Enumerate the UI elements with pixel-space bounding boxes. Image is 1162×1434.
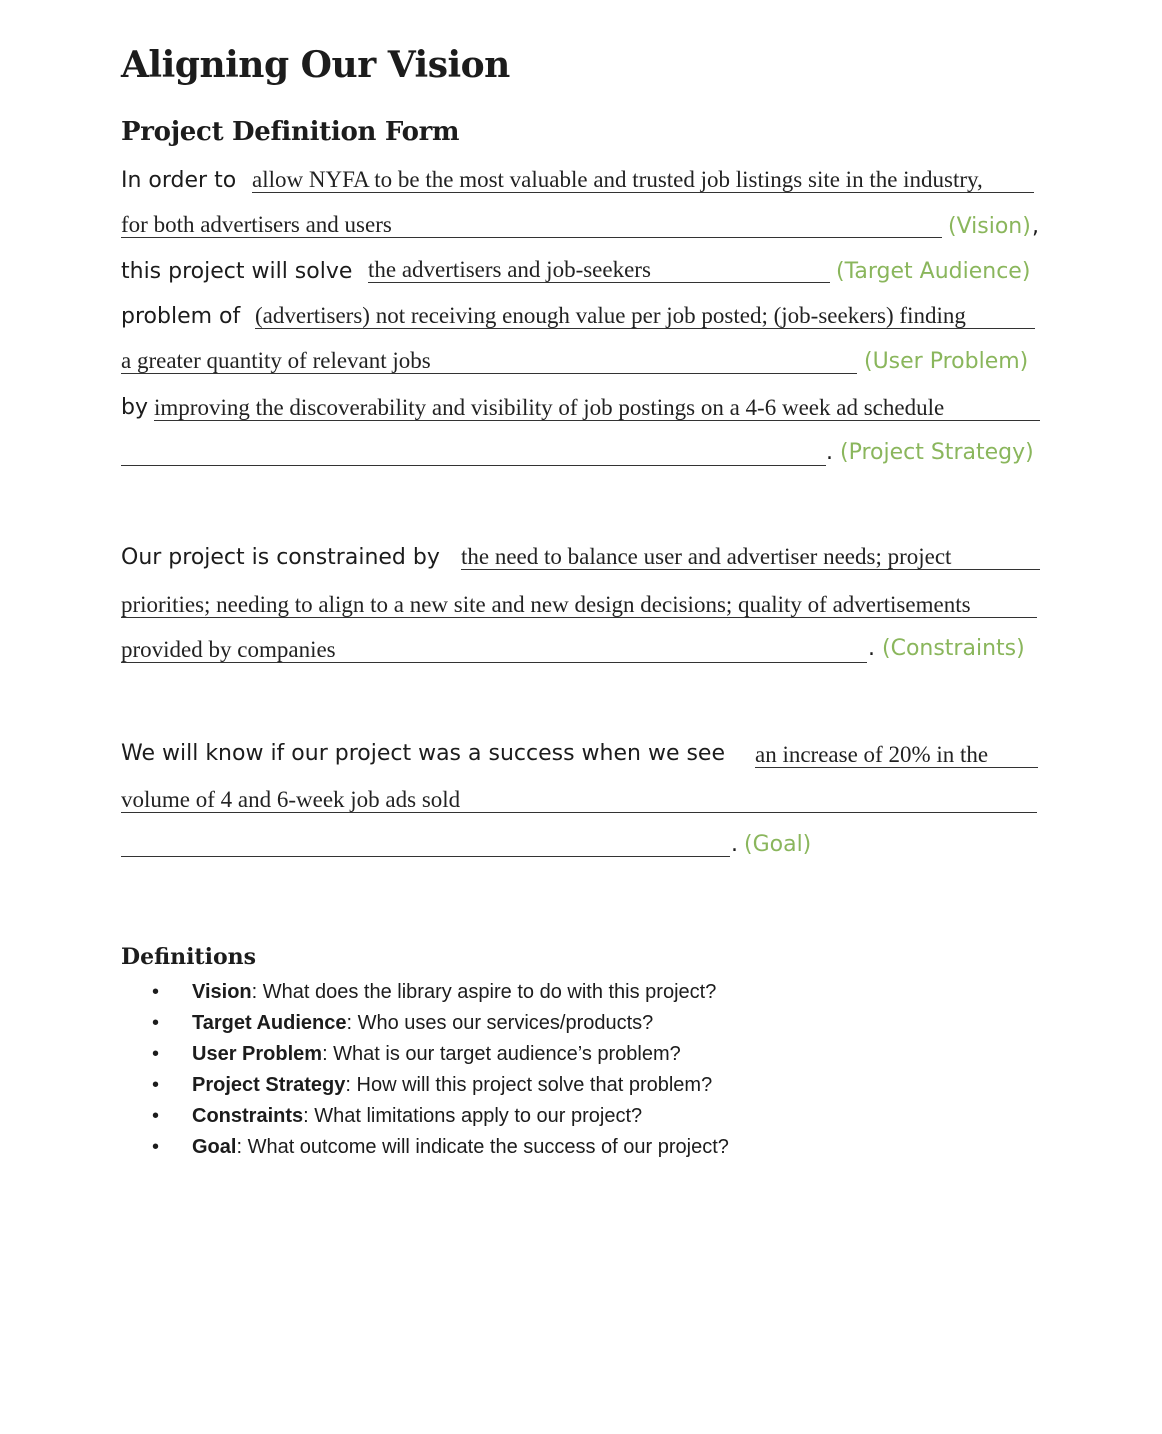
definition-item-goal	[152, 1133, 729, 1164]
goal-field-line-3[interactable]	[121, 832, 730, 857]
vision-field-line-1[interactable]: allow NYFA to be the most valuable and trusted job listings site in the industry,	[252, 168, 1034, 193]
strategy-lead: by	[121, 395, 148, 420]
strategy-tag: (Project Strategy)	[840, 440, 1034, 465]
constraints-lead: Our project is constrained by	[121, 545, 440, 570]
definition-item-user-problem	[152, 1040, 729, 1071]
definition-term: Goal	[192, 1136, 237, 1158]
vision-comma: ,	[1032, 214, 1039, 239]
constraints-field-line-3[interactable]: provided by companies	[121, 638, 867, 663]
form-title: Project Definition Form	[121, 117, 460, 147]
bullet-icon: •	[152, 1105, 160, 1127]
goal-period: .	[731, 832, 738, 857]
constraints-tag: (Constraints)	[882, 636, 1025, 661]
strategy-period: .	[826, 440, 833, 465]
constraints-field-line-2[interactable]: priorities; needing to align to a new site and new design decisions; quality of advertisements	[121, 593, 1037, 618]
problem-lead: problem of	[121, 304, 241, 329]
definition-term: User Problem	[192, 1043, 323, 1065]
audience-tag: (Target Audience)	[836, 259, 1031, 284]
bullet-icon: •	[152, 1136, 160, 1158]
definition-item-vision	[152, 978, 729, 1009]
definition-term: Project Strategy	[192, 1074, 346, 1096]
vision-lead: In order to	[121, 168, 237, 193]
strategy-field-line-1[interactable]: improving the discoverability and visibility of job postings on a 4-6 week ad schedule	[154, 396, 1040, 421]
bullet-icon: •	[152, 1012, 160, 1034]
definitions-list	[152, 978, 729, 1164]
goal-tag: (Goal)	[744, 832, 812, 857]
constraints-period: .	[868, 636, 875, 661]
definition-item-target-audience	[152, 1009, 729, 1040]
audience-field[interactable]: the advertisers and job-seekers	[368, 258, 830, 283]
problem-tag: (User Problem)	[864, 349, 1029, 374]
definition-text: : How will this project solve that problem?	[345, 1074, 713, 1096]
definition-item-constraints	[152, 1102, 729, 1133]
bullet-icon: •	[152, 1043, 160, 1065]
audience-lead: this project will solve	[121, 259, 353, 284]
problem-field-line-2[interactable]: a greater quantity of relevant jobs	[121, 349, 857, 374]
definition-term: Constraints	[192, 1105, 304, 1127]
definition-item-project-strategy	[152, 1071, 729, 1102]
vision-field-line-2[interactable]: for both advertisers and users	[121, 213, 942, 238]
definition-text: : Who uses our services/products?	[346, 1012, 654, 1034]
definition-term: Target Audience	[192, 1012, 347, 1034]
bullet-icon: •	[152, 981, 160, 1003]
definition-text: : What does the library aspire to do with this project?	[251, 981, 717, 1003]
vision-tag: (Vision)	[948, 214, 1031, 239]
definitions-heading: Definitions	[121, 944, 256, 970]
problem-field-line-1[interactable]: (advertisers) not receiving enough value per job posted; (job-seekers) finding	[255, 304, 1035, 329]
definition-text: : What is our target audience’s problem?	[322, 1043, 681, 1065]
goal-field-line-1[interactable]: an increase of 20% in the	[755, 743, 1038, 768]
definition-term: Vision	[192, 981, 252, 1003]
page-title: Aligning Our Vision	[121, 44, 510, 86]
goal-lead: We will know if our project was a success when we see	[121, 741, 726, 766]
definition-text: : What limitations apply to our project?	[303, 1105, 643, 1127]
constraints-field-line-1[interactable]: the need to balance user and advertiser needs; project	[461, 545, 1040, 570]
bullet-icon: •	[152, 1074, 160, 1096]
strategy-field-line-2[interactable]	[121, 441, 826, 466]
definition-text: : What outcome will indicate the success of our project?	[236, 1136, 729, 1158]
goal-field-line-2[interactable]: volume of 4 and 6-week job ads sold	[121, 788, 1037, 813]
